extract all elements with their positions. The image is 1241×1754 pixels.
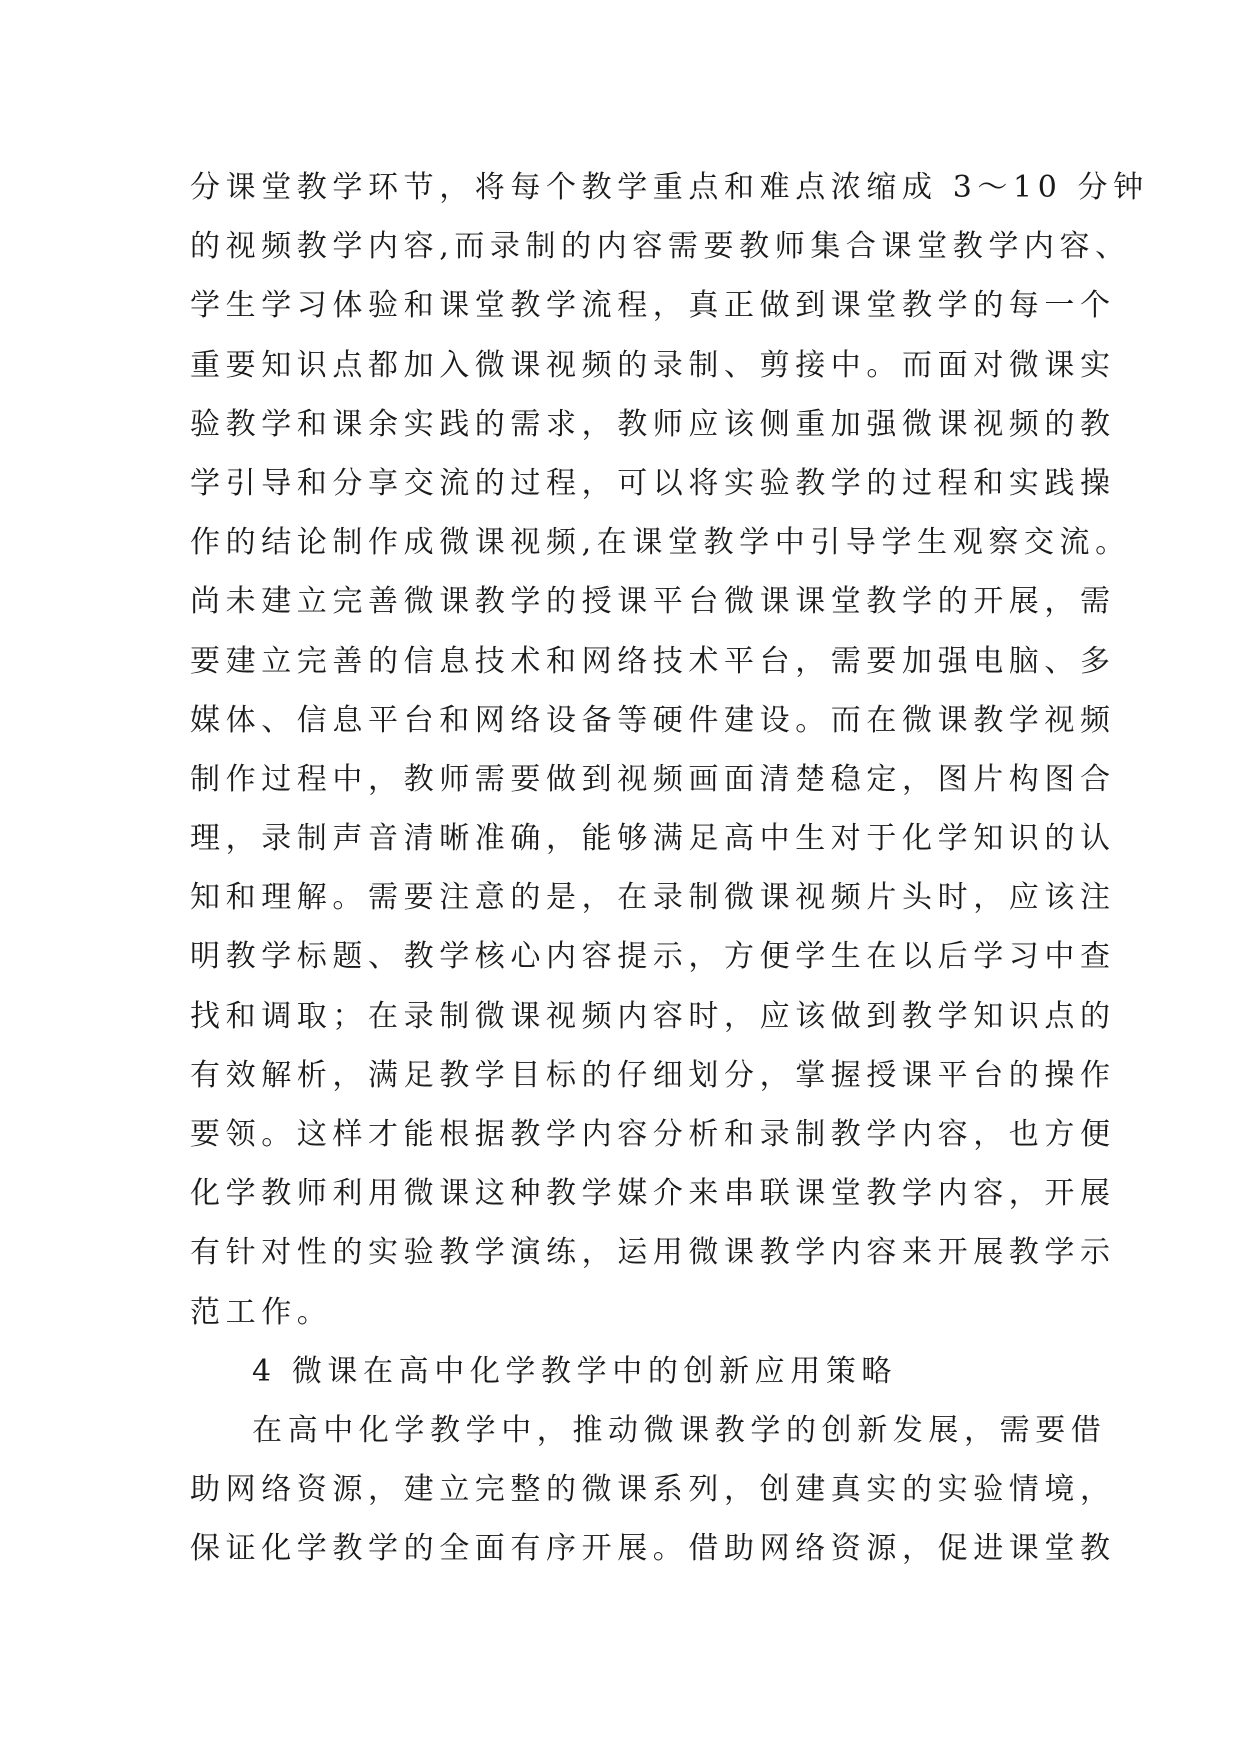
paragraph-line: 验教学和课余实践的需求，教师应该侧重加强微课视频的教 — [190, 406, 1116, 442]
paragraph-line: 尚未建立完善微课教学的授课平台微课课堂教学的开展，需 — [190, 584, 1116, 620]
paragraph-line: 理，录制声音清晰准确，能够满足高中生对于化学知识的认 — [190, 821, 1116, 857]
paragraph-line: 助网络资源，建立完整的微课系列，创建真实的实验情境， — [190, 1472, 1116, 1508]
paragraph-line: 制作过程中，教师需要做到视频画面清楚稳定，图片构图合 — [190, 761, 1116, 797]
paragraph-line: 的视频教学内容,而录制的内容需要教师集合课堂教学内容、 — [190, 229, 1131, 265]
paragraph-line: 有针对性的实验教学演练，运用微课教学内容来开展教学示 — [190, 1235, 1116, 1271]
paragraph-line: 知和理解。需要注意的是，在录制微课视频片头时，应该注 — [190, 880, 1116, 916]
body-text — [190, 158, 1190, 1579]
paragraph-line: 要领。这样才能根据教学内容分析和录制教学内容，也方便 — [190, 1117, 1116, 1152]
paragraph-line: 重要知识点都加入微课视频的录制、剪接中。而面对微课实 — [190, 347, 1116, 383]
paragraph-line: 要建立完善的信息技术和网络技术平台，需要加强电脑、多 — [190, 643, 1116, 679]
paragraph-line: 明教学标题、教学核心内容提示，方便学生在以后学习中查 — [190, 939, 1116, 975]
paragraph-line-indented: 在高中化学教学中，推动微课教学的创新发展，需要借 — [252, 1412, 1107, 1448]
paragraph-line-indented: 4 微课在高中化学教学中的创新应用策略 — [252, 1353, 898, 1389]
paragraph-line: 化学教师利用微课这种教学媒介来串联课堂教学内容，开展 — [190, 1176, 1116, 1212]
paragraph-line: 找和调取；在录制微课视频内容时，应该做到教学知识点的 — [190, 998, 1116, 1034]
paragraph-line: 分课堂教学环节，将每个教学重点和难点浓缩成 3～10 分钟 — [190, 170, 1149, 205]
paragraph-line: 学引导和分享交流的过程，可以将实验教学的过程和实践操 — [190, 465, 1116, 501]
paragraph-line: 保证化学教学的全面有序开展。借助网络资源，促进课堂教 — [190, 1531, 1116, 1567]
paragraph-line: 媒体、信息平台和网络设备等硬件建设。而在微课教学视频 — [190, 702, 1116, 738]
paragraph-line: 范工作。 — [190, 1294, 333, 1330]
paragraph-line: 学生学习体验和课堂教学流程，真正做到课堂教学的每一个 — [190, 288, 1116, 324]
paragraph-line: 有效解析，满足教学目标的仔细划分，掌握授课平台的操作 — [190, 1057, 1116, 1093]
paragraph-line: 作的结论制作成微课视频,在课堂教学中引导学生观察交流。 — [190, 525, 1131, 561]
